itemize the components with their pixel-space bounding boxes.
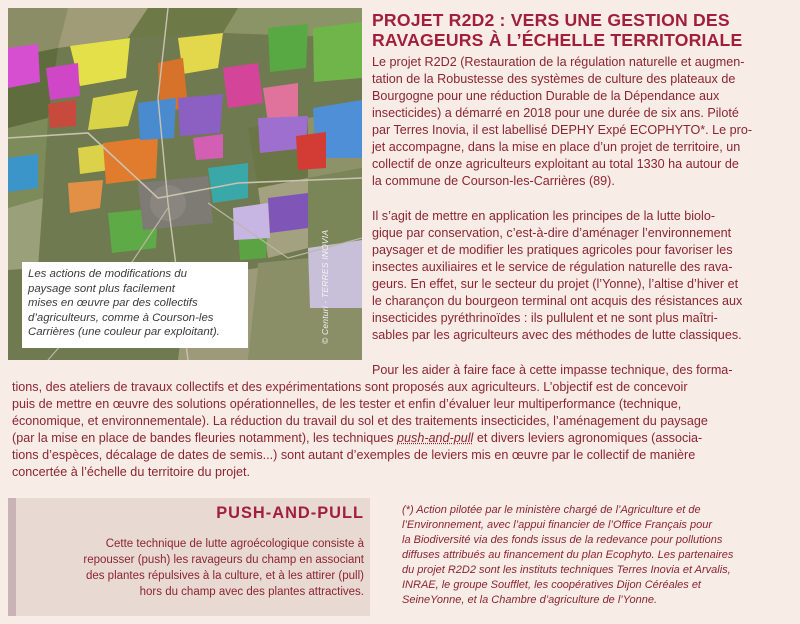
text-line: Le projet R2D2 (Restauration de la régulation naturelle et augmen- <box>372 55 745 69</box>
text-line: concertée à l’échelle du territoire du projet. <box>12 465 251 479</box>
footnote-line: (*) Action pilotée par le ministère chargé de l’Agriculture et de <box>402 504 701 516</box>
caption-line: paysage sont plus facilement <box>28 282 175 295</box>
text-line: le charançon du bourgeon terminal ont acquis des résistances aux <box>372 294 743 308</box>
text-line: tation de la Robustesse des systèmes de culture des plateaux de <box>372 72 736 86</box>
text-segment: et divers leviers agronomiques (associa- <box>473 431 703 445</box>
text-line: geurs. En effet, sur le secteur du projet (l’Yonne), l’altise d’hiver et <box>372 277 739 291</box>
text-line: hors du champ avec des plantes attractives. <box>139 586 364 598</box>
push-and-pull-definition <box>16 536 364 600</box>
push-and-pull-link[interactable]: push-and-pull <box>397 431 474 445</box>
title-line-1: PROJET R2D2 : VERS UNE GESTION DES <box>372 10 730 30</box>
text-line: insecticides pyréthrinoïdes : ils pullulent et ne sont plus maîtri- <box>372 311 718 325</box>
footnote-line: l’Environnement, avec l’appui financier de l’Office Français pour <box>402 519 712 531</box>
text-line: tions, des ateliers de travaux collectifs et des expérimentations sont proposés aux agriculteurs. L’objectif est de concevoir <box>12 380 688 394</box>
text-line: Cette technique de lutte agroécologique consiste à <box>105 538 364 550</box>
title-line-2: RAVAGEURS À L’ÉCHELLE TERRITORIALE <box>372 30 743 50</box>
caption-line: Carrières (une couleur par exploitant). <box>28 326 220 339</box>
text-line: puis de mettre en œuvre des solutions opérationnelles, de les tester et enfin d’évaluer leur multiperformance (technique, <box>12 397 682 411</box>
text-line: insecticides) a démarré en 2018 pour une durée de six ans. Piloté <box>372 106 739 120</box>
paragraph-solutions <box>12 379 794 481</box>
text-line: jet accompagne, dans la mise en place d’un projet de territoire, un <box>372 140 741 154</box>
photo-caption <box>22 262 248 348</box>
article-title <box>372 10 792 50</box>
text-line: des plantes répulsives à la culture, et à les attirer (pull) <box>85 570 364 582</box>
footnote-line: du projet R2D2 sont les instituts techniques Terres Inovia et Arvalis, <box>402 564 731 576</box>
text-segment: (par la mise en place de bandes fleuries notamment), les techniques <box>12 431 398 445</box>
paragraph-intro <box>372 54 792 190</box>
text-line: collectif de onze agriculteurs exploitant au total 1330 ha autour de <box>372 157 739 171</box>
text-line: par Terres Inovia, il est labellisé DEPHY Expé ECOPHYTO*. Le pro- <box>372 123 753 137</box>
paragraph-biological-control <box>372 208 792 344</box>
text-line: la commune de Courson-les-Carrières (89). <box>372 174 615 188</box>
footnote-line: SeineYonne, et la Chambre d’agriculture de l’Yonne. <box>402 594 658 606</box>
caption-line: Les actions de modifications du <box>28 268 187 280</box>
caption-line: d’agriculteurs, comme à Courson-les <box>28 311 214 324</box>
text-line: repousser (push) les ravageurs du champ en associant <box>83 554 364 566</box>
text-line: tions d’espèces, décalage de dates de semis...) sont autant d’exemples de leviers mis en œuvre par le collectif de manière <box>12 448 696 462</box>
text-line: Bourgogne pour une réduction Durable de la Dépendance aux <box>372 89 720 103</box>
text-line: sables par les agriculteurs avec des méthodes de lutte classiques. <box>372 328 742 342</box>
push-and-pull-box <box>8 498 370 616</box>
footnote-line: INRAE, le groupe Soufflet, les coopératives Dijon Céréales et <box>402 579 701 591</box>
paragraph-solutions-first-line: Pour les aider à faire face à cette impasse technique, des forma- <box>372 363 733 377</box>
footnote-line: diffuses attribués au financement du plan Ecophyto. Les partenaires <box>402 549 734 561</box>
caption-line: mises en œuvre par des collectifs <box>28 297 198 310</box>
text-line: Il s’agit de mettre en application les principes de la lutte biolo- <box>372 209 716 223</box>
text-line: insectes auxiliaires et le service de régulation naturelle des rava- <box>372 260 733 274</box>
text-line: paysager et de modifier les pratiques agricoles pour favoriser les <box>372 243 733 257</box>
text-line <box>12 430 794 447</box>
photo-credit: © Centuri - TERRES INOVIA <box>320 229 330 344</box>
text-line: gique par conservation, c’est-à-dire d’aménager l’environnement <box>372 226 732 240</box>
push-and-pull-heading: PUSH-AND-PULL <box>216 504 364 522</box>
footnote-line: la Biodiversité via des fonds issus de la redevance pour pollutions <box>402 534 723 546</box>
footnote <box>402 503 794 608</box>
text-line: économique, et environnementale). La réduction du travail du sol et des traitements insecticides, l’aménagement du paysage <box>12 414 708 428</box>
